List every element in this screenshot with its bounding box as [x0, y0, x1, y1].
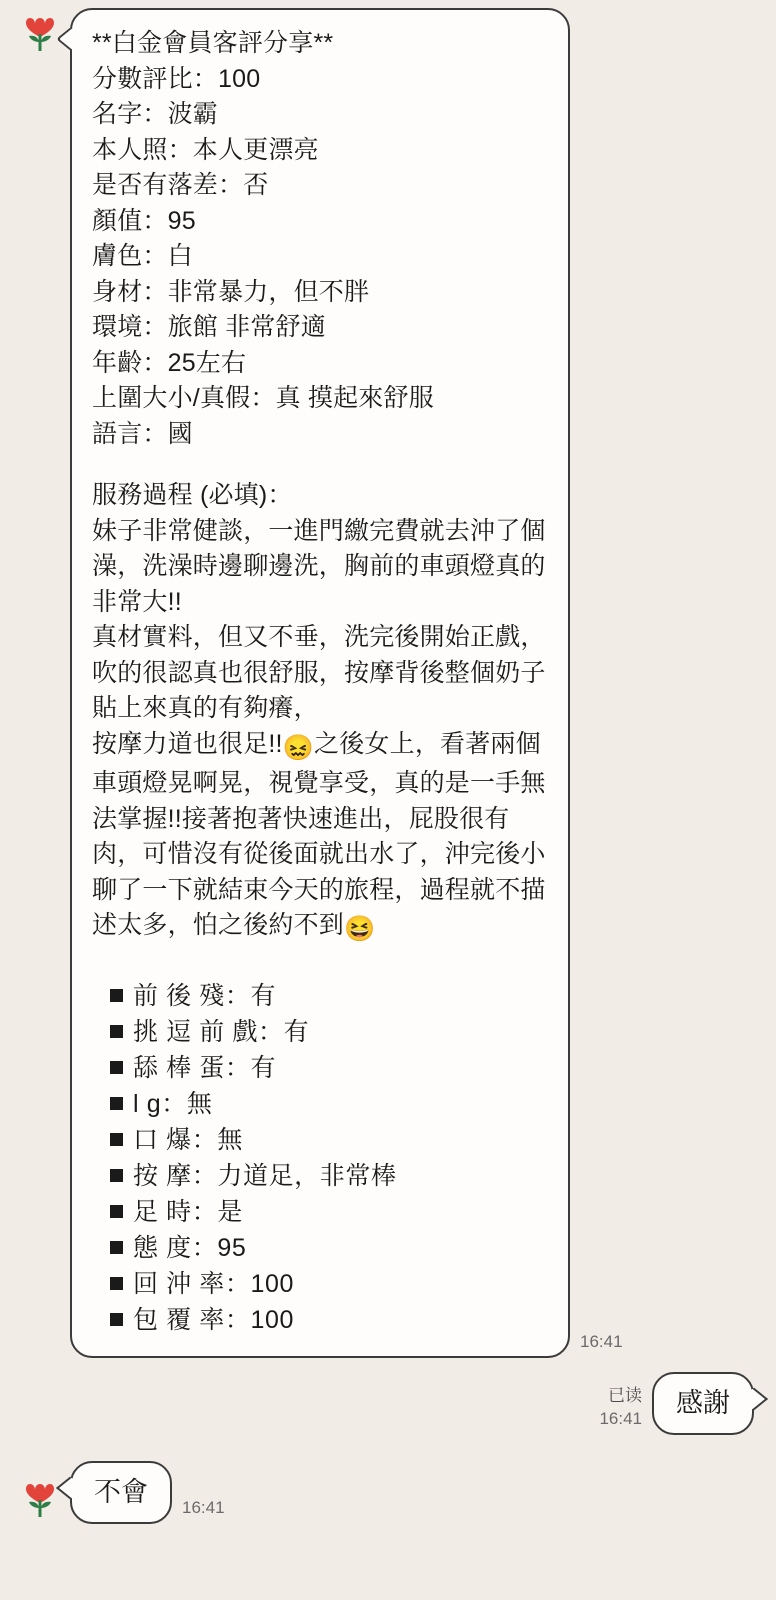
review-field: 是否有落差：否 [92, 171, 269, 199]
rating-label: l g： [133, 1089, 187, 1118]
rating-label: 態 度： [133, 1233, 218, 1262]
square-bullet-icon [110, 1097, 123, 1110]
rating-value: 無 [186, 1089, 213, 1118]
process-title: 服務過程 (必填)： [92, 481, 293, 509]
rating-label: 舔 棒 蛋： [133, 1053, 251, 1082]
review-field: 名字：波霸 [92, 100, 219, 128]
square-bullet-icon [110, 989, 123, 1002]
square-bullet-icon [110, 1025, 123, 1038]
square-bullet-icon [110, 1241, 123, 1254]
square-bullet-icon [110, 1313, 123, 1326]
review-field: 顏值：95 [92, 206, 196, 235]
list-item [92, 1122, 548, 1158]
tulip-avatar-icon[interactable] [18, 1478, 62, 1522]
rating-label: 前 後 殘： [133, 981, 251, 1010]
square-bullet-icon [110, 1205, 123, 1218]
list-item [92, 1014, 548, 1050]
list-item [92, 1230, 548, 1266]
message-timestamp: 16:41 [182, 1497, 225, 1517]
laughing-face-emoji: 😆 [344, 915, 376, 943]
square-bullet-icon [110, 1061, 123, 1074]
spacer [92, 948, 548, 974]
outgoing-meta [599, 1385, 642, 1431]
rating-label: 回 沖 率： [133, 1269, 251, 1298]
rating-value: 100 [250, 1269, 295, 1298]
square-bullet-icon [110, 1277, 123, 1290]
review-field: 年齡：25左右 [92, 348, 247, 377]
message-timestamp: 16:41 [580, 1331, 623, 1351]
rating-value: 有 [250, 1053, 277, 1082]
rating-value: 無 [217, 1125, 243, 1154]
process-paragraph: 妹子非常健談，一進門繳完費就去沖了個澡，洗澡時邊聊邊洗，胸前的車頭燈真的非常大!! [92, 516, 546, 616]
bubble-with-timestamp [70, 8, 623, 1358]
tired-face-emoji: 😖 [282, 733, 315, 762]
rating-value: 是 [217, 1197, 243, 1226]
message-bubble-review[interactable] [70, 8, 570, 1358]
review-header: **白金會員客評分享** [92, 29, 334, 57]
square-bullet-icon [110, 1169, 123, 1182]
message-row-outgoing [0, 1358, 776, 1435]
rating-label: 足 時： [133, 1197, 218, 1226]
process-paragraph: 真材實料，但又不垂，洗完後開始正戲，吹的很認真也很舒服，按摩背後整個奶子貼上來真的有夠癢， [92, 623, 546, 722]
list-item [92, 1302, 548, 1338]
rating-value: 100 [250, 1305, 295, 1334]
list-item [92, 1158, 548, 1194]
rating-value: 有 [283, 1017, 310, 1046]
read-receipt-label: 已读 [608, 1385, 642, 1405]
review-field: 本人照：本人更漂亮 [92, 135, 319, 164]
tulip-avatar-icon[interactable] [18, 12, 62, 56]
spacer [92, 452, 548, 478]
review-field: 膚色：白 [92, 242, 193, 270]
message-row-incoming-short [0, 1435, 776, 1544]
review-field: 語言：國 [92, 419, 193, 448]
process-paragraph-part: 按摩力道也很足!! [92, 729, 283, 758]
review-field: 身材：非常暴力，但不胖 [92, 277, 370, 306]
rating-label: 挑 逗 前 戲： [133, 1017, 284, 1046]
list-item [92, 1266, 548, 1302]
process-paragraph-with-emoji [92, 727, 548, 948]
rating-value: 力道足，非常棒 [217, 1161, 397, 1190]
list-item [92, 1086, 548, 1122]
message-timestamp: 16:41 [599, 1408, 642, 1428]
review-field: 上圍大小/真假：真 摸起來舒服 [92, 384, 434, 412]
square-bullet-icon [110, 1133, 123, 1146]
review-field: 環境：旅館 非常舒適 [92, 313, 326, 341]
ratings-list [92, 978, 548, 1338]
review-field: 分數評比：100 [92, 64, 261, 93]
rating-label: 按 摩： [133, 1161, 218, 1190]
message-bubble-thanks[interactable]: 感謝 [652, 1372, 754, 1435]
list-item [92, 1194, 548, 1230]
rating-label: 口 爆： [133, 1125, 218, 1154]
message-bubble-reply[interactable]: 不會 [70, 1461, 172, 1524]
rating-label: 包 覆 率： [133, 1305, 251, 1334]
list-item [92, 1050, 548, 1086]
process-paragraph-continued: 之後女上，看著兩個車頭燈晃啊晃，視覺享受，真的是一手無法掌握!!接著抱著快速進出，屁股很有肉，可惜沒有從後面就出水了，沖完後小聊了一下就結束今天的旅程，過程就不描述太多，怕之後約不到 [92, 729, 546, 939]
list-item [92, 978, 548, 1014]
rating-value: 95 [217, 1233, 247, 1262]
rating-value: 有 [250, 981, 277, 1010]
